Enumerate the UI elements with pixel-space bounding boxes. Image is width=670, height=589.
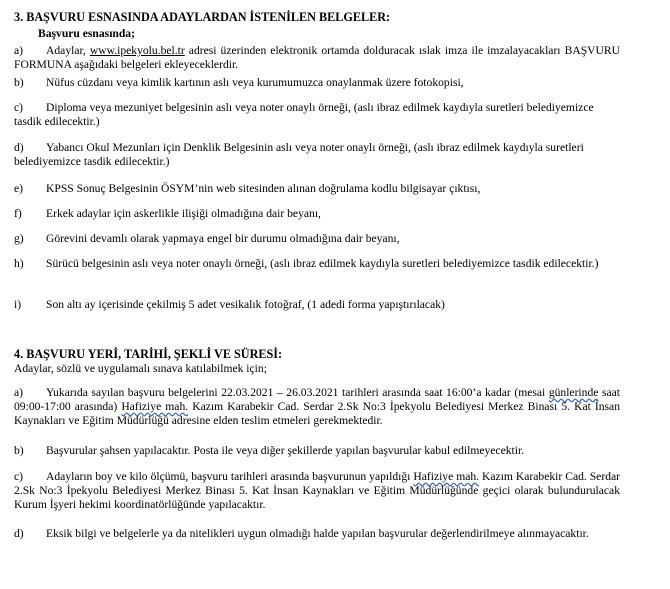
item-letter: d) — [14, 527, 24, 540]
section-4-heading: 4. BAŞVURU YERİ, TARİHİ, ŞEKLİ VE SÜRESİ: — [14, 347, 283, 361]
spellcheck-word: Hafiziye mah. — [121, 400, 189, 413]
item-letter: c) — [14, 101, 24, 114]
list-item-b — [14, 76, 620, 90]
list-item-4a — [14, 386, 620, 428]
spellcheck-word: Hafiziye mah. — [413, 470, 480, 483]
list-item-d — [14, 141, 620, 169]
section-3-subheading: Başvuru esnasında; — [38, 27, 135, 40]
list-item-a — [14, 44, 620, 72]
item-letter: i) — [14, 298, 22, 311]
item-text: Yukarıda sayılan başvuru belgelerini 22.03.2021 – 26.03.2021 tarihleri arasında saat 16:00’a kadar (mesai — [46, 386, 549, 399]
item-text-pre: Adaylar, — [46, 44, 90, 57]
item-letter: c) — [14, 470, 24, 483]
item-text: KPSS Sonuç Belgesinin ÖSYM’nin web sitesinden alınan doğrulama kodlu bilgisayar çıktısı, — [46, 182, 481, 195]
item-letter: f) — [14, 207, 22, 220]
spellcheck-word: günlerinde — [548, 386, 599, 399]
item-letter: e) — [14, 182, 24, 195]
item-letter: a) — [14, 44, 24, 57]
list-item-g — [14, 232, 620, 246]
item-letter: b) — [14, 444, 24, 457]
item-letter: d) — [14, 141, 24, 154]
item-text: Yabancı Okul Mezunları için Denklik Belgesinin aslı veya noter onaylı örneği, (aslı ibraz edilmek kaydıyla suretleri belediyemizce tasdik edilecektir.) — [14, 141, 584, 168]
section-3-heading: 3. BAŞVURU ESNASINDA ADAYLARDAN İSTENİLEN BELGELER: — [14, 10, 391, 24]
website-link[interactable]: www.ipekyolu.bel.tr — [89, 44, 185, 57]
item-text: saat 09:00-17:00 arasında) — [14, 386, 620, 413]
list-item-4c — [14, 470, 620, 512]
item-letter: g) — [14, 232, 24, 245]
item-text: Görevini devamlı olarak yapmaya engel bir durumu olmadığına dair beyanı, — [46, 232, 400, 245]
list-item-f — [14, 207, 620, 221]
item-text: Son altı ay içerisinde çekilmiş 5 adet vesikalık fotoğraf, (1 adedi forma yapıştırılacak) — [46, 298, 445, 311]
item-text: Kazım Karabekir Cad. Serdar 2.Sk No:3 İpekyolu Belediyesi Merkez Binası 5. Kat İnsan Kaynakları ve Eğitim Müdürlüğü adresine elden teslim etmeleri gerekmektedir. — [14, 400, 620, 427]
list-item-4d — [14, 527, 620, 541]
list-item-4b — [14, 444, 620, 458]
item-text: Erkek adaylar için askerlikle ilişiği olmadığına dair beyanı, — [46, 207, 321, 220]
list-item-i — [14, 298, 620, 312]
item-text: Adayların boy ve kilo ölçümü, başvuru tarihleri arasında başvurunun yapıldığı — [46, 470, 414, 483]
item-text: Kazım Karabekir Cad. Serdar 2.Sk No:3 İpekyolu Belediyesi Merkez Binası 5. Kat İnsan Kaynakları ve Eğitim Müdürlüğünde geçici olarak bulundurulacak Kurum İşyeri hekimi koordinatörlüğünde yapılacaktır. — [14, 470, 620, 511]
item-letter: b) — [14, 76, 24, 89]
item-text-post: adresi üzerinden elektronik ortamda dolduracak ıslak imza ile imzalayacakları BAŞVURU FORMUNA aşağıdaki belgeleri ekleyeceklerdir. — [14, 44, 620, 71]
item-text: Sürücü belgesinin aslı veya noter onaylı örneği, (aslı ibraz edilmek kaydıyla suretleri belediyemizce tasdik edilecektir.) — [46, 257, 599, 270]
item-text: Başvurular şahsen yapılacaktır. Posta ile veya diğer şekillerde yapılan başvurular kabul edilmeyecektir. — [46, 444, 525, 457]
item-text: Diploma veya mezuniyet belgesinin aslı veya noter onaylı örneği, (aslı ibraz edilmek kaydıyla suretleri belediyemizce tasdik edilecektir.) — [14, 101, 594, 128]
item-text: Eksik bilgi ve belgelerle ya da nitelikleri uygun olmadığı halde yapılan başvurular değerlendirilmeye alınmayacaktır. — [46, 527, 589, 540]
list-item-h — [14, 257, 620, 271]
list-item-c — [14, 101, 620, 129]
item-letter: a) — [14, 386, 24, 399]
item-letter: h) — [14, 257, 24, 270]
section-4-intro: Adaylar, sözlü ve uygulamalı sınava katılabilmek için; — [14, 362, 267, 375]
item-text: Nüfus cüzdanı veya kimlik kartının aslı veya kurumumuzca onaylanmak üzere fotokopisi, — [46, 76, 464, 89]
list-item-e — [14, 182, 620, 196]
